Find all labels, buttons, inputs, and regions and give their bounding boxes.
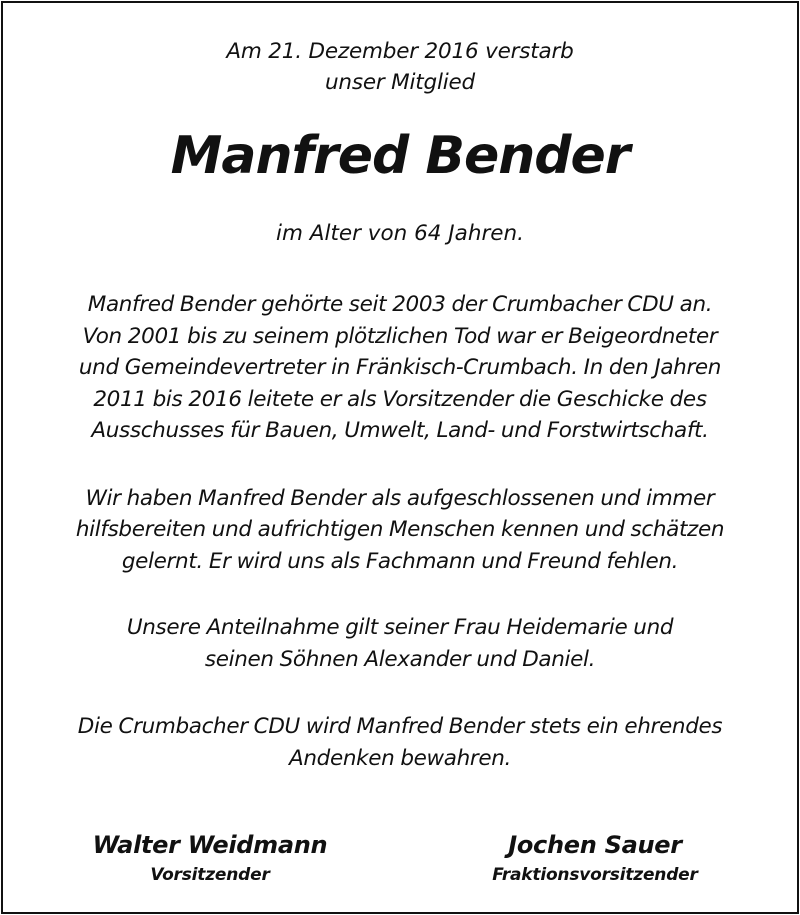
text-line: Wir haben Manfred Bender als aufgeschlossenen und immer bbox=[85, 485, 715, 511]
intro-line: Am 21. Dezember 2016 verstarb bbox=[226, 39, 574, 64]
paragraph-membership bbox=[0, 289, 800, 447]
intro-line: unser Mitglied bbox=[325, 70, 475, 95]
paragraph-remembrance bbox=[0, 711, 800, 774]
text-line: gelernt. Er wird uns als Fachmann und Freund fehlen. bbox=[121, 548, 679, 574]
signatory-name: Walter Weidmann bbox=[92, 831, 328, 859]
text-line: Unsere Anteilnahme gilt seiner Frau Heidemarie und bbox=[126, 615, 674, 640]
text-line: Die Crumbacher CDU wird Manfred Bender stets ein ehrendes bbox=[77, 714, 723, 739]
text-line: Andenken bewahren. bbox=[289, 745, 511, 771]
intro-text bbox=[0, 36, 800, 98]
age-line: im Alter von 64 Jahren. bbox=[276, 221, 524, 246]
text-line: Manfred Bender gehörte seit 2003 der Crumbacher CDU an. bbox=[87, 292, 713, 317]
text-line: seinen Söhnen Alexander und Daniel. bbox=[204, 646, 596, 672]
text-line: hilfsbereiten und aufrichtigen Menschen kennen und schätzen bbox=[75, 517, 725, 542]
signatory-role: Fraktionsvorsitzender bbox=[492, 865, 698, 885]
signature-chairman bbox=[50, 830, 370, 886]
signature-faction-chairman bbox=[430, 830, 760, 886]
signatory-role: Vorsitzender bbox=[150, 865, 270, 885]
text-line: 2011 bis 2016 leitete er als Vorsitzender die Geschicke des bbox=[93, 386, 707, 412]
text-line: Ausschusses für Bauen, Umwelt, Land- und Forstwirtschaft. bbox=[91, 418, 709, 443]
deceased-name: Manfred Bender bbox=[170, 126, 630, 186]
text-line: Von 2001 bis zu seinem plötzlichen Tod war er Beigeordneter bbox=[82, 323, 718, 349]
paragraph-tribute bbox=[0, 483, 800, 578]
text-line: und Gemeindevertreter in Fränkisch-Crumbach. In den Jahren bbox=[78, 355, 722, 380]
paragraph-condolence bbox=[0, 612, 800, 675]
signature-block bbox=[0, 830, 800, 900]
signatory-name: Jochen Sauer bbox=[508, 831, 682, 859]
